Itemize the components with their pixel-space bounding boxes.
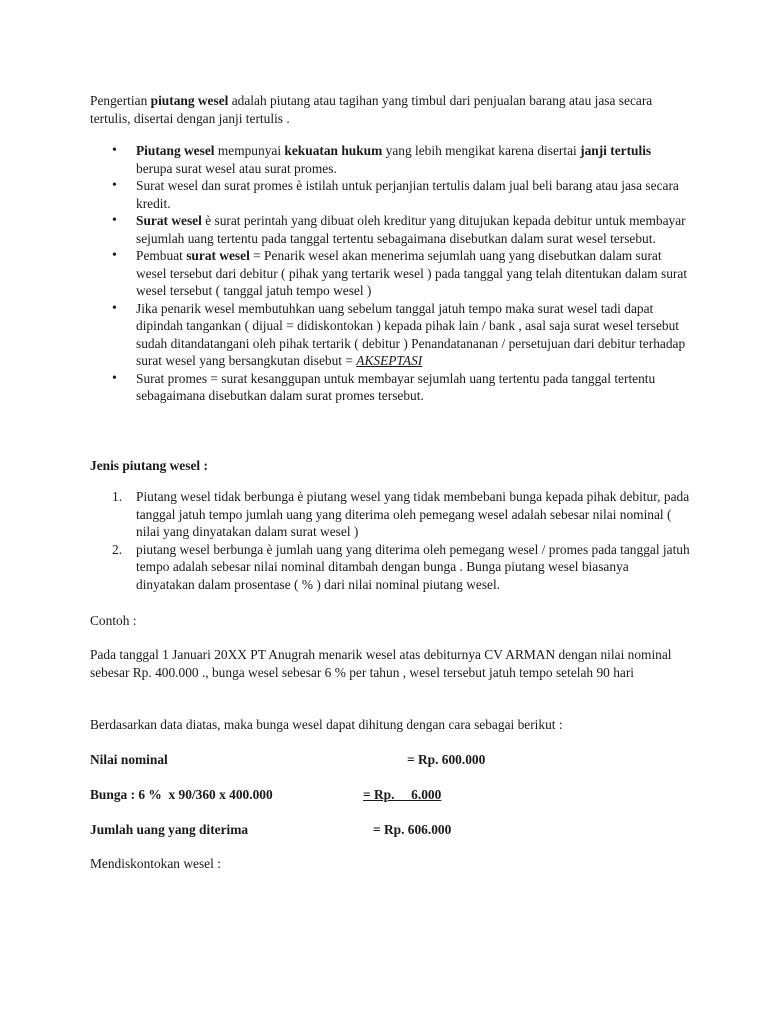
bullet-item <box>90 177 690 212</box>
bold-term: janji tertulis <box>580 143 652 158</box>
calc-value: = Rp. 6.000 <box>363 787 442 802</box>
text-run: yang lebih mengikat karena disertai <box>382 143 581 158</box>
text-run: berupa surat wesel atau surat promes. <box>136 160 337 176</box>
numbered-item <box>90 541 690 594</box>
contoh-label: Contoh : <box>90 613 137 628</box>
text-run: mempunyai <box>214 143 285 158</box>
calc-row-nilai-nominal <box>90 751 486 769</box>
calc-row-jumlah <box>90 821 452 839</box>
bullet-item <box>90 370 690 405</box>
numbered-item <box>90 488 690 541</box>
footer-heading: Mendiskontokan wesel : <box>90 856 221 871</box>
calc-intro: Berdasarkan data diatas, maka bunga wesel dapat dihitung dengan cara sebagai berikut : <box>90 717 563 732</box>
intro-paragraph <box>90 92 690 127</box>
intro-term: piutang wesel <box>150 93 229 108</box>
item-text: Piutang wesel tidak berbunga è piutang wesel yang tidak membebani bunga kepada pihak debitur, pada tanggal jatuh tempo jumlah uang yang diterima oleh pemegang wesel adalah sebesar nilai nominal ( nilai yang dinyatakan dalam surat wesel ) <box>136 489 690 539</box>
bold-term: surat wesel <box>186 248 250 263</box>
jenis-list <box>90 488 690 593</box>
calc-row-bunga <box>90 786 442 804</box>
bold-term: Surat wesel <box>136 213 202 228</box>
calc-value: = Rp. 606.000 <box>373 822 452 837</box>
text-run: Pembuat <box>136 248 187 263</box>
definition-bullets <box>90 142 690 405</box>
calc-label: Jumlah uang yang diterima <box>90 822 249 837</box>
contoh-paragraph: Pada tanggal 1 Januari 20XX PT Anugrah menarik wesel atas debiturnya CV ARMAN dengan nilai nominal sebesar Rp. 400.000 ., bunga wesel sebesar 6 % per tahun , wesel tersebut jatuh tempo setelah 90 hari <box>90 647 672 680</box>
intro-prefix: Pengertian <box>90 93 151 108</box>
text-run: Surat wesel dan surat promes è istilah untuk perjanjian tertulis dalam jual beli barang atau jasa secara kredit. <box>136 178 679 211</box>
bold-term: kekuatan hukum <box>284 143 383 158</box>
calc-label: Bunga : 6 % x 90/360 x 400.000 <box>90 787 273 802</box>
bullet-item <box>90 300 690 370</box>
akseptasi-term: AKSEPTASI <box>356 353 423 368</box>
item-number: 1. <box>112 489 123 504</box>
text-run: Surat promes = surat kesanggupan untuk membayar sejumlah uang tertentu pada tanggal tertentu sebagaimana disebutkan dalam surat promes tersebut. <box>136 370 656 403</box>
item-number: 2. <box>112 541 123 557</box>
bullet-item <box>90 247 690 300</box>
text-run: Jika penarik wesel membutuhkan uang sebelum tanggal jatuh tempo maka surat wesel tadi dapat dipindah tangankan ( dijual = didiskontokan ) kepada pihak lain / bank , asal saja surat wesel tersebut sudah ditandatangani oleh pihak tertarik ( debitur ) Penandatananan / persetujuan dari debitur terhadap surat wesel yang bersangkutan disebut = <box>136 300 686 368</box>
item-text: piutang wesel berbunga è jumlah uang yang diterima oleh pemegang wesel / promes pada tanggal jatuh tempo adalah sebesar nilai nominal ditambah dengan bunga . Bunga piutang wesel biasanya dinyatakan dalam prosentase ( % ) dari nilai nominal piutang wesel. <box>136 541 690 592</box>
calc-value: = Rp. 600.000 <box>407 752 486 767</box>
intro-suffix: adalah piutang atau tagihan yang timbul dari penjualan barang atau jasa secara tertulis, disertai dengan janji tertulis . <box>90 93 653 126</box>
heading-text: Jenis piutang wesel : <box>90 458 208 473</box>
bullet-item <box>90 142 690 177</box>
text-run: = Penarik wesel akan menerima sejumlah uang yang disebutkan dalam surat wesel tersebut dari debitur ( pihak yang tertarik wesel ) pada tanggal yang telah ditentukan dalam surat wesel tersebut ( tanggal jatuh tempo wesel ) <box>136 248 688 298</box>
bullet-item <box>90 212 690 247</box>
jenis-heading <box>90 457 690 475</box>
bold-term: Piutang wesel <box>136 143 215 158</box>
text-run: è surat perintah yang dibuat oleh kreditur yang ditujukan kepada debitur untuk membayar sejumlah uang tertentu pada tanggal tertentu sebagaimana disebutkan dalam surat wesel tersebut. <box>136 213 686 246</box>
calc-label: Nilai nominal <box>90 752 168 767</box>
